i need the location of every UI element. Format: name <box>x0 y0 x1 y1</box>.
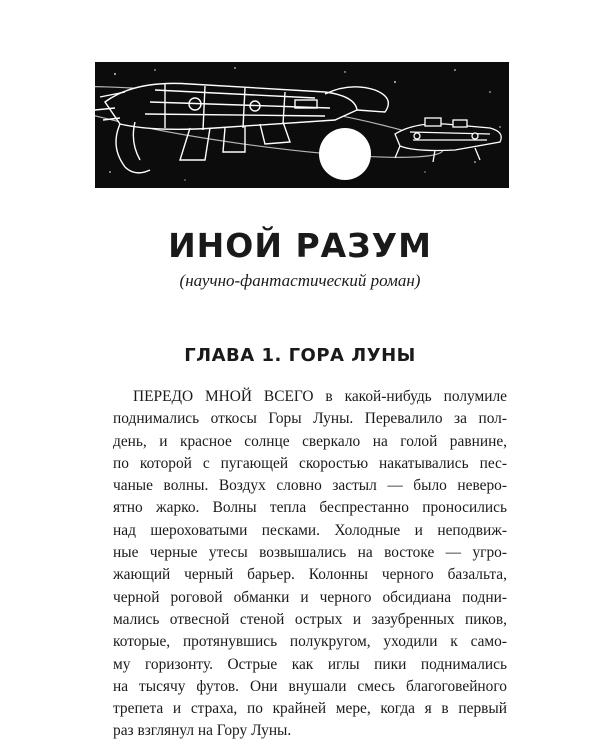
book-title: ИНОЙ РАЗУМ <box>168 226 432 265</box>
chapter-title: ГЛАВА 1. ГОРА ЛУНЫ <box>184 345 416 366</box>
text-line: раз взглянул на Гору Луны. <box>113 722 292 740</box>
text-line: жающий черный барьер. Колонны черного базальта, <box>113 566 507 584</box>
text-line: день, и красное солнце сверкало на голой равнине, <box>113 432 507 450</box>
text-line: над шероховатыми песками. Холодные и неподвиж- <box>113 521 507 539</box>
text-line: поднимались откосы Горы Луны. Перевалило за пол- <box>113 410 507 428</box>
text-line: трепета и страха, по крайней мере, когда я в первый <box>113 700 507 718</box>
moon-shape <box>319 128 371 180</box>
header-illustration <box>95 62 509 188</box>
text-line: по которой с пугающей скоростью накатывались пес- <box>113 454 507 472</box>
spaceship-illustration <box>95 62 509 188</box>
chapter-body-paragraph <box>113 386 507 743</box>
text-line: чаные волны. Воздух словно застыл — было неверо- <box>113 477 507 495</box>
book-subtitle: (научно-фантастический роман) <box>179 271 421 290</box>
text-line: черной роговой обманки и черного обсидиана подни- <box>113 588 507 606</box>
text-line: ПЕРЕДО МНОЙ ВСЕГО в какой-нибудь полумиле <box>133 388 507 405</box>
text-line: ные черные утесы возвышались на востоке — угро- <box>113 544 507 562</box>
text-line: му горизонту. Острые как иглы пики поднимались <box>113 655 507 673</box>
text-line: ятно жарко. Волны тепла беспрестанно проносились <box>113 499 507 517</box>
small-spaceship <box>395 118 501 162</box>
text-line: мались отвесной стеной острых и зазубренных пиков, <box>113 610 507 628</box>
text-line: на тысячу футов. Они внушали смесь благоговейного <box>113 677 507 695</box>
text-line: которые, протянувшись полукругом, уходили к само- <box>113 633 507 651</box>
